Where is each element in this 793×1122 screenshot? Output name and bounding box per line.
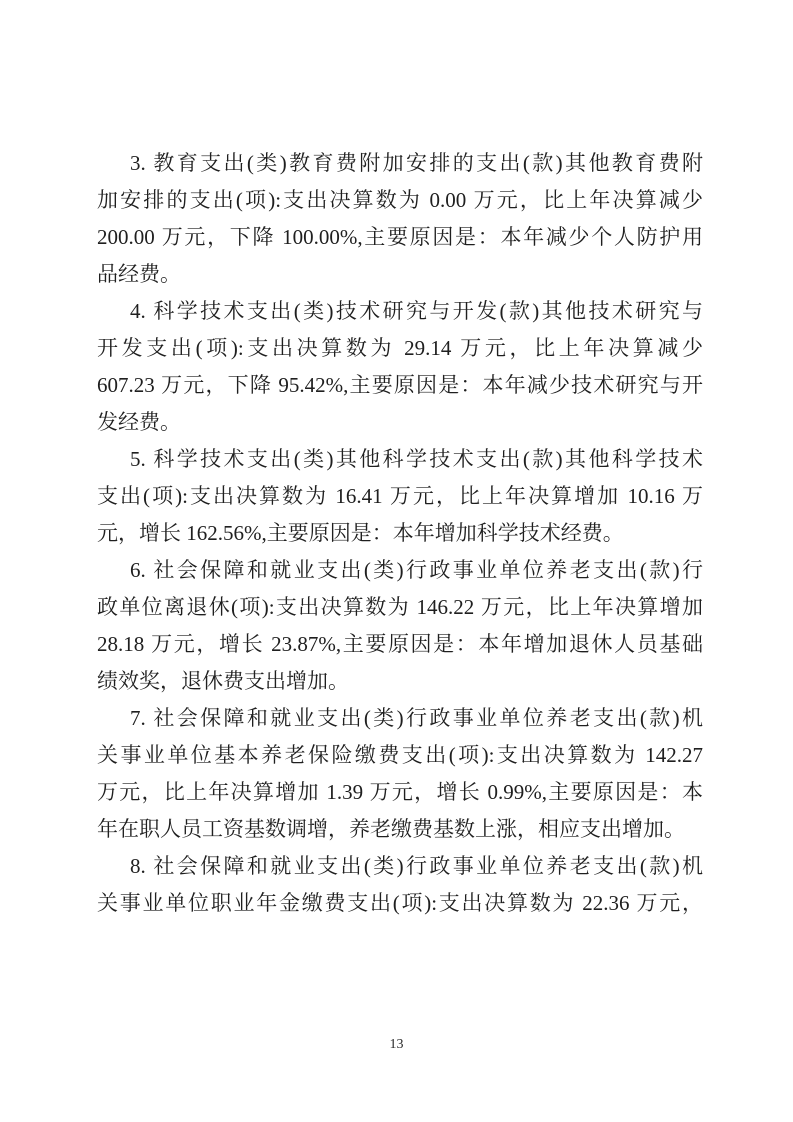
page-number: 13 (389, 1037, 404, 1052)
text-line: 7. 社会保障和就业支出(类)行政事业单位养老支出(款)机 (130, 706, 703, 730)
text-line: 关事业单位基本养老保险缴费支出(项):支出决算数为 142.27 (97, 743, 703, 767)
paragraph-item-8 (97, 848, 703, 922)
paragraph-item-7 (97, 700, 703, 848)
paragraph-item-6 (97, 552, 703, 700)
text-line: 政单位离退休(项):支出决算数为 146.22 万元，比上年决算增加 (97, 595, 703, 619)
text-line: 品经费。 (97, 262, 181, 286)
text-line: 6. 社会保障和就业支出(类)行政事业单位养老支出(款)行 (130, 558, 703, 582)
text-line: 绩效奖，退休费支出增加。 (97, 669, 349, 693)
text-line: 发经费。 (97, 410, 181, 434)
text-line: 加安排的支出(项):支出决算数为 0.00 万元，比上年决算减少 (97, 188, 703, 212)
paragraph-item-3 (97, 145, 703, 293)
text-line: 万元，比上年决算增加 1.39 万元，增长 0.99%,主要原因是：本 (97, 780, 703, 804)
text-line: 3. 教育支出(类)教育费附加安排的支出(款)其他教育费附 (130, 151, 703, 175)
text-line: 年在职人员工资基数调增，养老缴费基数上涨，相应支出增加。 (97, 817, 685, 841)
paragraph-item-4 (97, 293, 703, 441)
paragraph-item-5 (97, 441, 703, 552)
text-line: 5. 科学技术支出(类)其他科学技术支出(款)其他科学技术 (130, 447, 703, 471)
document-text-block (97, 145, 703, 922)
text-line: 关事业单位职业年金缴费支出(项):支出决算数为 22.36 万元， (97, 891, 703, 915)
text-line: 支出(项):支出决算数为 16.41 万元，比上年决算增加 10.16 万 (97, 484, 703, 508)
text-line: 8. 社会保障和就业支出(类)行政事业单位养老支出(款)机 (130, 854, 703, 878)
text-line: 元，增长 162.56%,主要原因是：本年增加科学技术经费。 (97, 521, 624, 545)
text-line: 4. 科学技术支出(类)技术研究与开发(款)其他技术研究与 (130, 299, 703, 323)
text-line: 28.18 万元，增长 23.87%,主要原因是：本年增加退休人员基础 (97, 632, 703, 656)
text-line: 607.23 万元，下降 95.42%,主要原因是：本年减少技术研究与开 (97, 373, 703, 397)
text-line: 开发支出(项):支出决算数为 29.14 万元，比上年决算减少 (97, 336, 703, 360)
text-line: 200.00 万元，下降 100.00%,主要原因是：本年减少个人防护用 (97, 225, 703, 249)
